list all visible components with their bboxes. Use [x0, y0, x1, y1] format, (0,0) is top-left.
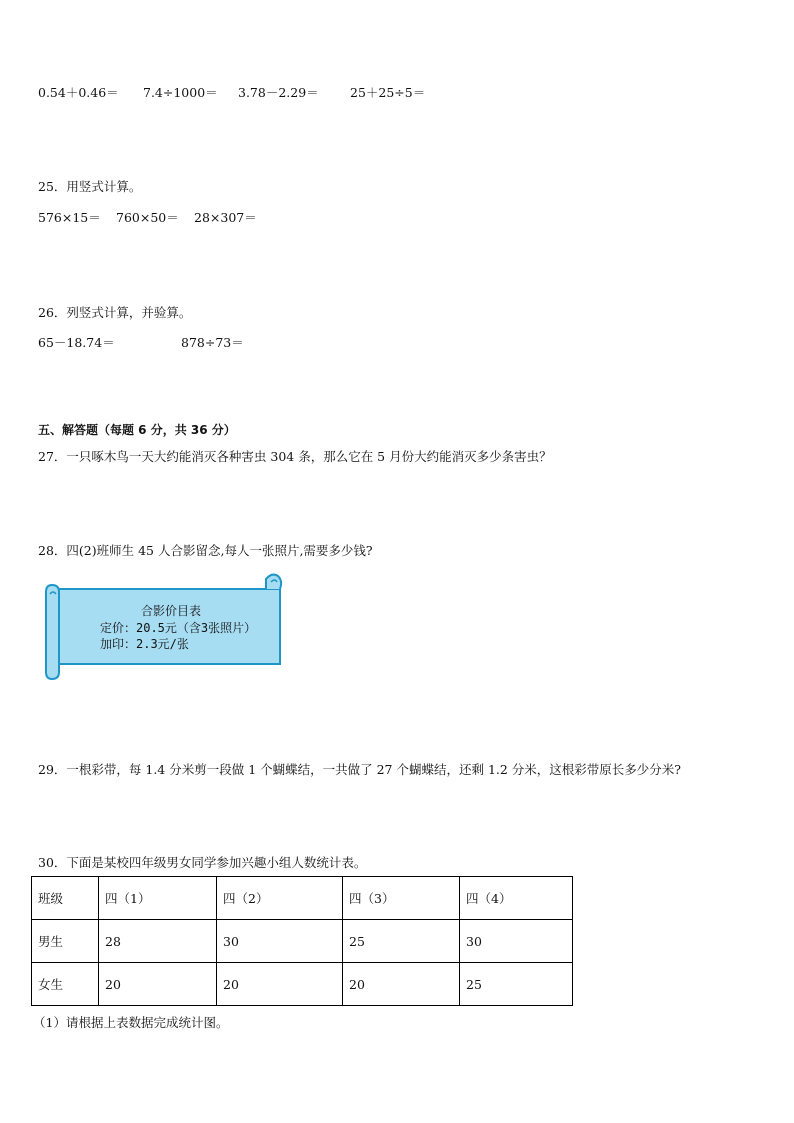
- table-header-cell: 四（2）: [217, 877, 343, 920]
- table-cell: 25: [460, 963, 573, 1006]
- table-header-cell: 四（4）: [460, 877, 573, 920]
- table-row-boys: [32, 920, 573, 963]
- vertical-calc-2: 760×50＝: [116, 210, 179, 225]
- check-calc-1: 65－18.74＝: [38, 335, 115, 350]
- section-5-heading: 五、解答题（每题 6 分，共 36 分）: [38, 423, 236, 437]
- question-30-part-1: （1）请根据上表数据完成统计图。: [33, 1015, 229, 1030]
- table-cell: 30: [460, 920, 573, 963]
- table-header-cell: 四（3）: [343, 877, 460, 920]
- calc-item-1: 0.54＋0.46＝: [38, 85, 119, 100]
- calc-item-4: 25＋25÷5＝: [350, 85, 426, 100]
- table-cell: 28: [99, 920, 217, 963]
- vertical-calc-3: 28×307＝: [194, 210, 257, 225]
- calc-item-2: 7.4÷1000＝: [143, 85, 218, 100]
- interest-group-table: [31, 876, 573, 1006]
- check-calc-2: 878÷73＝: [181, 335, 244, 350]
- table-cell: 20: [217, 963, 343, 1006]
- table-row-girls: [32, 963, 573, 1006]
- question-29: 29．一根彩带，每 1.4 分米剪一段做 1 个蝴蝶结，一共做了 27 个蝴蝶结，还剩 1.2 分米，这根彩带原长多少分米?: [38, 762, 682, 777]
- question-26-title: 26．列竖式计算，并验算。: [38, 305, 192, 320]
- table-cell: 25: [343, 920, 460, 963]
- table-header-cell: 四（1）: [99, 877, 217, 920]
- calc-item-3: 3.78－2.29＝: [238, 85, 319, 100]
- vertical-calc-1: 576×15＝: [38, 210, 101, 225]
- table-header-row: [32, 877, 573, 920]
- question-27: 27．一只啄木鸟一天大约能消灭各种害虫 304 条，那么它在 5 月份大约能消灭多少条害虫？: [38, 449, 552, 464]
- price-list-line-1: 定价：20.5元（含3张照片）: [100, 621, 257, 635]
- table-cell: 20: [99, 963, 217, 1006]
- table-cell: 男生: [32, 920, 99, 963]
- question-25-title: 25．用竖式计算。: [38, 179, 142, 194]
- table-header-cell: 班级: [32, 877, 99, 920]
- table-cell: 30: [217, 920, 343, 963]
- question-30: 30．下面是某校四年级男女同学参加兴趣小组人数统计表。: [38, 855, 367, 870]
- price-list-title: 合影价目表: [141, 604, 202, 618]
- question-28: 28．四(2)班师生 45 人合影留念,每人一张照片,需要多少钱?: [38, 543, 373, 558]
- table-cell: 女生: [32, 963, 99, 1006]
- price-list-line-2: 加印：2.3元/张: [100, 637, 189, 651]
- price-list-scroll: [42, 572, 286, 684]
- table-cell: 20: [343, 963, 460, 1006]
